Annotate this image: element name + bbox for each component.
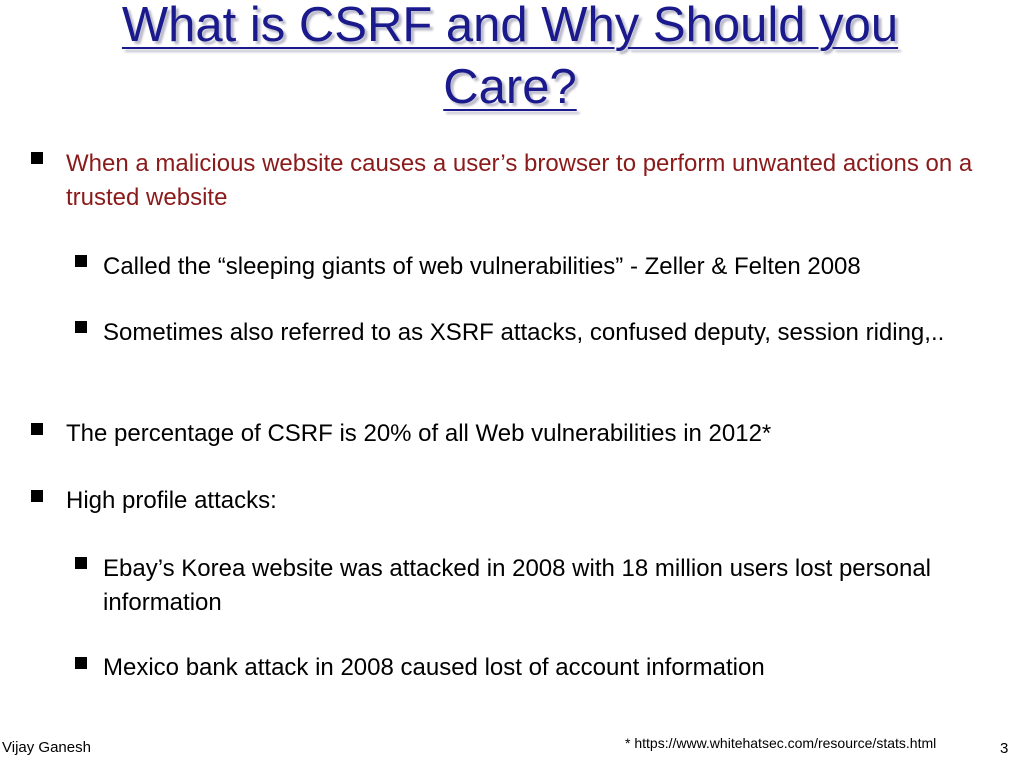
bullet-marker-icon: [31, 152, 43, 164]
slide-title: [20, 0, 1000, 118]
bullet-level2-mexico-bank: Mexico bank attack in 2008 caused lost of account information: [103, 654, 765, 681]
page-number: 3: [1000, 740, 1009, 757]
bullet-level1-definition: When a malicious website causes a user’s browser to perform unwanted actions on a trusted website: [66, 150, 973, 211]
bullet-level1-percentage: The percentage of CSRF is 20% of all Web vulnerabilities in 2012*: [66, 420, 772, 447]
bullet-level2-aliases: Sometimes also referred to as XSRF attacks, confused deputy, session riding,..: [103, 319, 945, 346]
bullet-marker-icon: [31, 423, 43, 435]
footer-author: Vijay Ganesh: [2, 739, 91, 756]
bullet-marker-icon: [31, 490, 43, 502]
bullet-marker-icon: [75, 657, 87, 669]
bullet-level2-sleeping-giants: Called the “sleeping giants of web vulnerabilities” - Zeller & Felten 2008: [103, 253, 861, 280]
footer-source: * https://www.whitehatsec.com/resource/stats.html: [625, 735, 937, 751]
slide-title-line1: What is CSRF and Why Should you: [121, 0, 899, 52]
bullet-level2-ebay: Ebay’s Korea website was attacked in 2008 with 18 million users lost personal information: [103, 555, 931, 616]
bullet-level1-high-profile: High profile attacks:: [66, 487, 277, 514]
slide-title-line2: Care?: [443, 60, 577, 114]
bullet-marker-icon: [75, 255, 87, 267]
bullet-marker-icon: [75, 321, 87, 333]
bullet-marker-icon: [75, 557, 87, 569]
